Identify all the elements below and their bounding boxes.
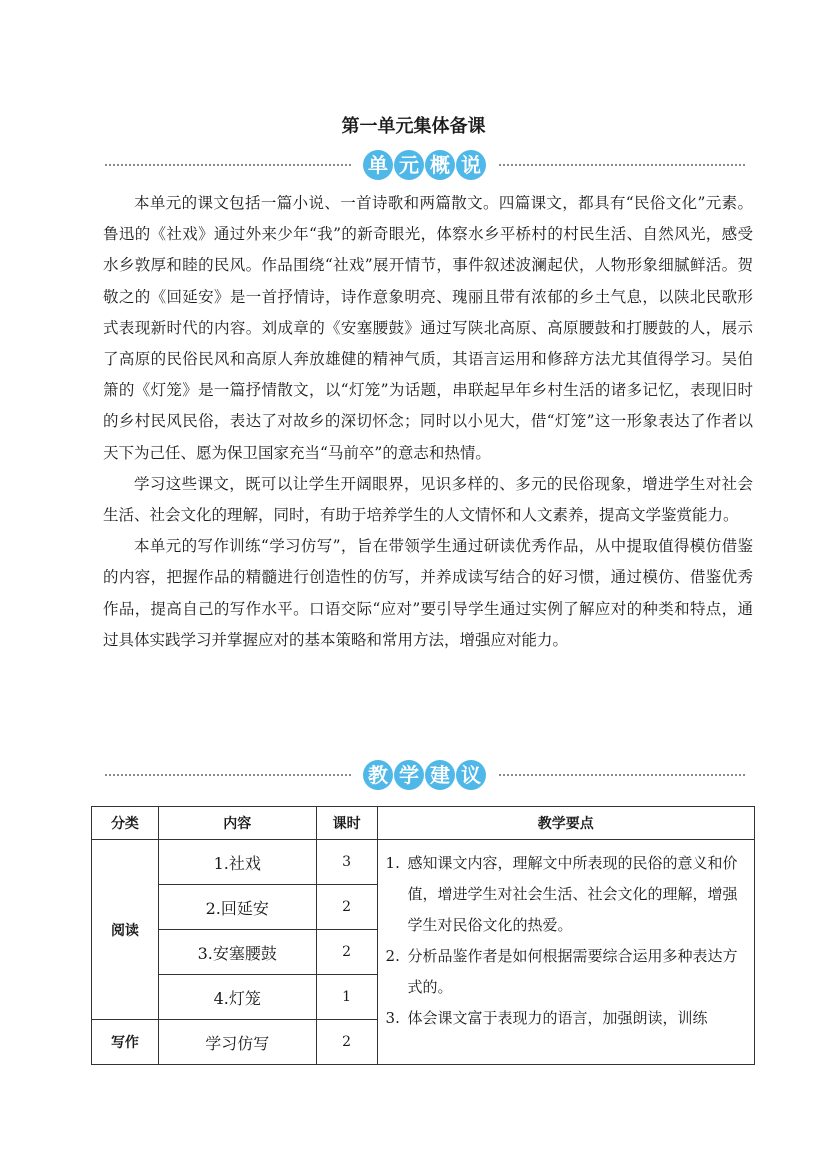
table-row	[92, 840, 755, 885]
section-header-overview	[105, 150, 745, 180]
page-title: 第一单元集体备课	[341, 116, 486, 137]
hours-cell: 2	[316, 930, 377, 975]
unit-overview-text	[103, 188, 753, 656]
section-char: 单	[368, 153, 388, 177]
header-category: 分类	[92, 807, 159, 840]
section-char: 元	[399, 153, 419, 177]
section-header-suggestions	[105, 760, 745, 790]
dotted-divider-right	[499, 774, 745, 776]
teaching-plan-table	[91, 806, 755, 1065]
hours-cell: 3	[316, 840, 377, 885]
content-cell: 2.回延安	[158, 885, 316, 930]
content-cell: 4.灯笼	[158, 975, 316, 1020]
dotted-divider-left	[105, 164, 351, 166]
section-char: 学	[399, 763, 419, 787]
content-cell: 3.安塞腰鼓	[158, 930, 316, 975]
hours-cell: 2	[316, 885, 377, 930]
paragraph: 学习这些课文，既可以让学生开阔眼界，见识多样的、多元的民俗现象，增进学生对社会生活、社会文化的理解，同时，有助于培养学生的人文情怀和人文素养，提高文学鉴赏能力。	[103, 474, 753, 525]
hours-cell: 2	[316, 1020, 377, 1065]
paragraph: 本单元的课文包括一篇小说、一首诗歌和两篇散文。四篇课文，都具有“民俗文化”元素。鲁迅的《社戏》通过外来少年“我”的新奇眼光，体察水乡平桥村的村民生活、自然风光，感受水乡敦厚和睦的民风。作品围绕“社戏”展开情节，事件叙述波澜起伏，人物形象细腻鲜活。贺敬之的《回延安》是一首抒情诗，诗作意象明亮、瑰丽且带有浓郁的乡土气息，以陕北民歌形式表现新时代的内容。刘成章的《安塞腰鼓》通过写陕北高原、高原腰鼓和打腰鼓的人，展示了高原的民俗民风和高原人奔放雄健的精神气质，其语言运用和修辞方法尤其值得学习。吴伯箫的《灯笼》是一篇抒情散文，以“灯笼”为话题，串联起早年乡村生活的诸多记忆，表现旧时的乡村民风民俗，表达了对故乡的深切怀念；同时以小见大，借“灯笼”这一形象表达了作者以天下为己任、愿为保卫国家充当“马前卒”的意志和热情。	[103, 194, 753, 462]
list-item: 1. 感知课文内容，理解文中所表现的民俗的意义和价值，增进学生对社会生活、社会文化的理解，增强学生对民俗文化的热爱。	[385, 854, 738, 934]
section-char: 议	[461, 763, 481, 787]
category-reading: 阅读	[92, 840, 159, 1020]
header-hours: 课时	[316, 807, 377, 840]
list-item: 2. 分析品鉴作者是如何根据需要综合运用多种表达方式的。	[385, 947, 738, 996]
header-key-points: 教学要点	[377, 807, 754, 840]
header-content: 内容	[158, 807, 316, 840]
table-header-row	[92, 807, 755, 840]
section-char: 建	[430, 763, 450, 787]
content-cell: 学习仿写	[158, 1020, 316, 1065]
list-item: 3. 体会课文富于表现力的语言，加强朗读，训练	[385, 1009, 708, 1027]
hours-cell: 1	[316, 975, 377, 1020]
dotted-divider-left	[105, 774, 351, 776]
section-char: 说	[461, 153, 481, 177]
dotted-divider-right	[499, 164, 745, 166]
content-cell: 1.社戏	[158, 840, 316, 885]
section-char: 教	[368, 763, 388, 787]
key-points-cell	[377, 840, 754, 1065]
paragraph: 本单元的写作训练“学习仿写”，旨在带领学生通过研读优秀作品，从中提取值得模仿借鉴的内容，把握作品的精髓进行创造性的仿写，并养成读写结合的好习惯，通过模仿、借鉴优秀作品，提高自己的写作水平。口语交际“应对”要引导学生通过实例了解应对的种类和特点，通过具体实践学习并掌握应对的基本策略和常用方法，增强应对能力。	[103, 537, 753, 649]
category-writing: 写作	[92, 1020, 159, 1065]
key-points-list	[386, 848, 748, 1034]
section-char: 概	[430, 153, 450, 177]
